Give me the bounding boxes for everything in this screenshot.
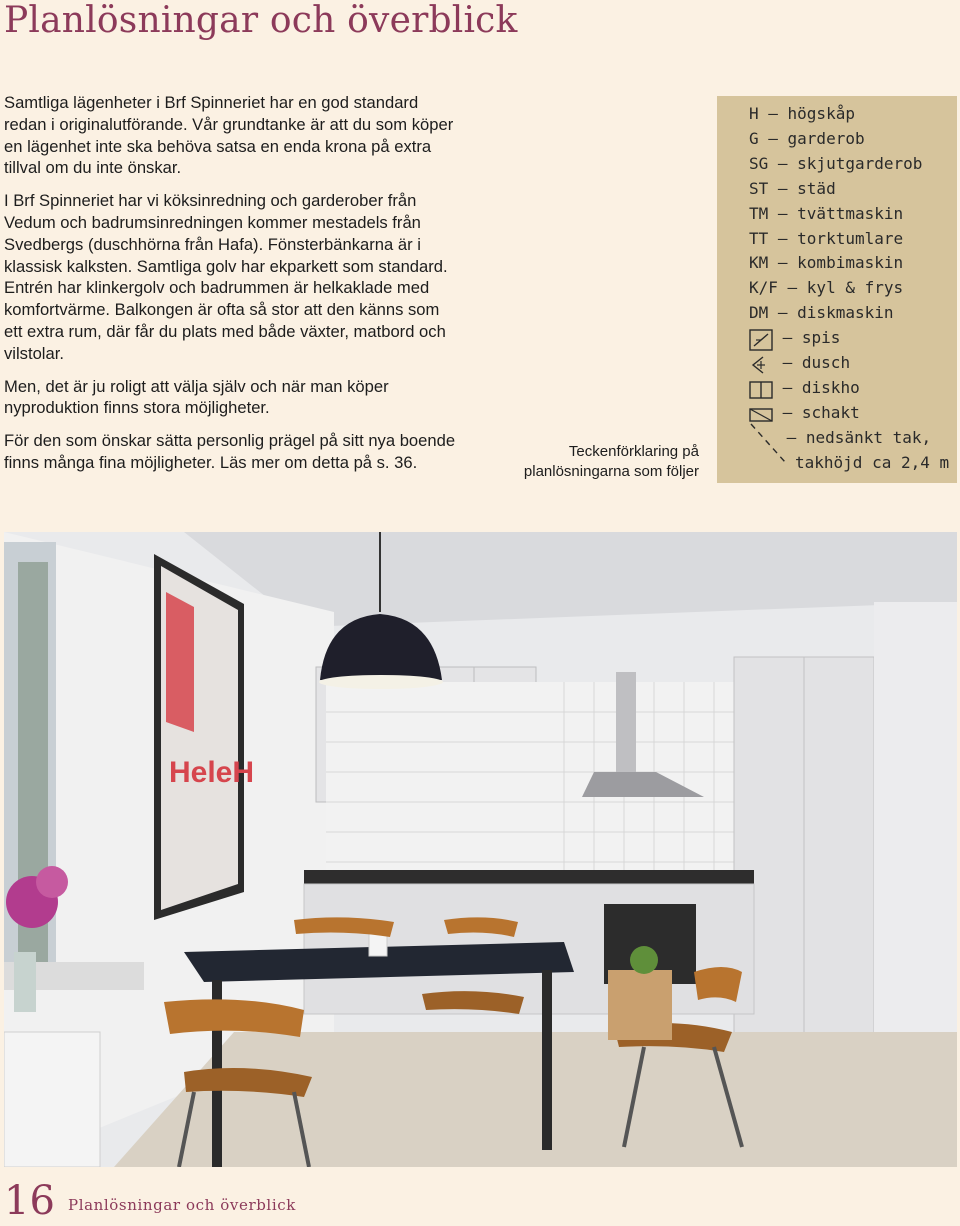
legend-item: H – högskåp [749, 104, 855, 123]
legend-item: ST – städ [749, 179, 836, 198]
legend-item: G – garderob [749, 129, 865, 148]
legend-item: K/F – kyl & frys [749, 278, 904, 297]
shower-symbol-icon [749, 354, 773, 374]
footer-section-title: Planlösningar och överblick [68, 1196, 296, 1214]
legend-item: TT – torktumlare [749, 229, 904, 248]
legend-item: – spis [749, 326, 840, 350]
legend-item: – dusch [749, 351, 850, 375]
kitchen-photo [4, 532, 957, 1167]
legend-item: – nedsänkt tak, [749, 426, 931, 450]
stove-symbol-icon [749, 329, 773, 349]
paragraph: För den som önskar sätta personlig prägel på sitt nya boende finns många fina möjligheter. Läs mer om detta på s. 36. [4, 431, 456, 472]
legend-caption: Teckenförklaring på planlösningarna som följer [523, 443, 699, 480]
legend-item: KM – kombimaskin [749, 253, 904, 272]
paragraph: I Brf Spinneriet har vi köksinredning och garderober från Vedum och badrumsinredningen kommer mestadels från Svedbergs (duschhörna från Hafa). Fönsterbänkarna är i klassisk kalksten. Samtliga golv har ekparkett som standard. Entrén har klinkergolv och badrummen är helkaklade med komfortvärme. Balkongen är ofta så stor att den känns som ett extra rum, där får du plats med både växter, matbord och vilstolar. [4, 191, 448, 363]
legend-item: – schakt [749, 401, 860, 425]
legend-box [717, 96, 957, 483]
paragraph: Men, det är ju roligt att välja själv och när man köper nyproduktion finns stora möjligheter. [4, 376, 389, 418]
legend-item: takhöjd ca 2,4 m [795, 453, 950, 472]
dishrack-symbol-icon [749, 379, 773, 399]
legend-item: – diskho [749, 376, 860, 400]
page-number: 16 [4, 1178, 55, 1224]
legend-item: SG – skjutgarderob [749, 154, 923, 173]
legend-item: DM – diskmaskin [749, 303, 894, 322]
svg-text:HeleH: HeleH [169, 756, 255, 789]
legend-item: TM – tvättmaskin [749, 204, 904, 223]
intro-text [4, 92, 460, 485]
lowered-ceiling-symbol-icon [749, 427, 773, 451]
page-title: Planlösningar och överblick [4, 0, 518, 41]
shaft-symbol-icon [749, 404, 773, 424]
paragraph: Samtliga lägenheter i Brf Spinneriet har en god standard redan i originalutförande. Vår grundtanke är att du som köper en lägenhet inte ska behöva satsa en enda krona på extra tillval om du inte önskar. [4, 93, 454, 178]
